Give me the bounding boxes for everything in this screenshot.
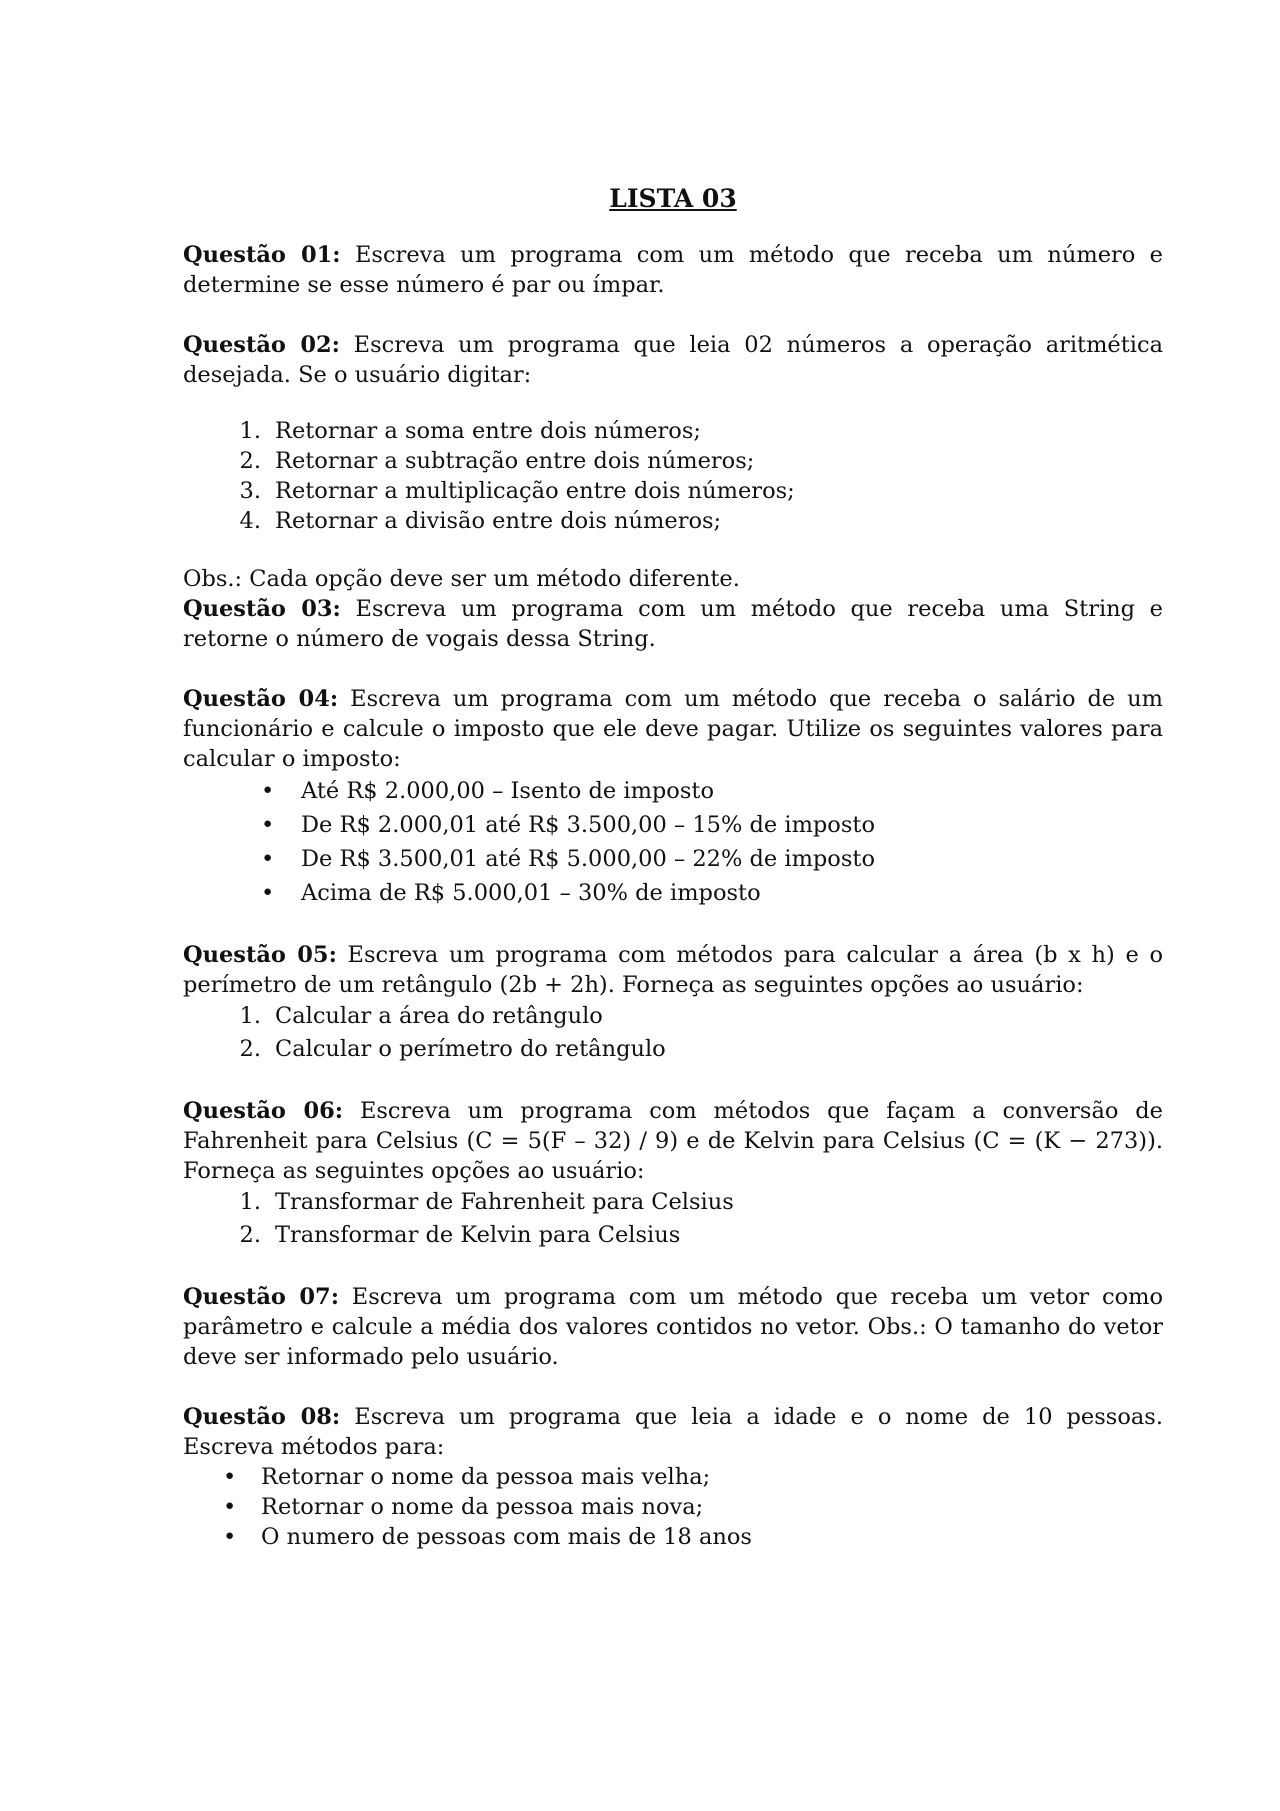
question-label: Questão 07:	[183, 1284, 340, 1310]
list-item: 2. Retornar a subtração entre dois números;	[239, 448, 755, 474]
question-05	[183, 940, 1163, 1066]
question-text: Escreva um programa com um método que receba o salário de um funcionário e calcule o imposto que ele deve pagar. Utilize os seguintes valores para calcular o imposto:	[183, 686, 1164, 772]
question-04	[183, 684, 1163, 910]
list-item: 3. Retornar a multiplicação entre dois números;	[239, 478, 795, 504]
question-06	[183, 1096, 1163, 1252]
document-page	[183, 180, 1163, 1582]
list-item: 1. Calcular a área do retângulo	[239, 1003, 603, 1029]
list-item: • O numero de pessoas com mais de 18 anos	[223, 1524, 752, 1550]
question-text: Escreva um programa que leia a idade e o nome de 10 pessoas. Escreva métodos para:	[183, 1404, 1163, 1460]
question-08	[183, 1402, 1163, 1552]
list-item: 4. Retornar a divisão entre dois números;	[239, 508, 722, 534]
numbered-list	[223, 1186, 1163, 1252]
question-02	[183, 330, 1163, 594]
question-text: Escreva um programa com um método que receba uma String e retorne o número de vogais dessa String.	[183, 596, 1163, 652]
numbered-list	[223, 1000, 1163, 1066]
page-title: LISTA 03	[609, 184, 737, 213]
question-label: Questão 05:	[183, 942, 337, 968]
question-text: Escreva um programa com um método que receba um vetor como parâmetro e calcule a média dos valores contidos no vetor. Obs.: O tamanho do vetor deve ser informado pelo usuário.	[183, 1284, 1163, 1370]
bullet-list	[223, 1462, 1163, 1552]
list-item: • Até R$ 2.000,00 – Isento de imposto	[261, 778, 714, 804]
question-text: Escreva um programa com um método que receba um número e determine se esse número é par ou ímpar.	[183, 242, 1164, 298]
numbered-list	[223, 416, 1163, 536]
question-label: Questão 06:	[183, 1098, 344, 1124]
question-label: Questão 08:	[183, 1404, 341, 1430]
list-item: • Retornar o nome da pessoa mais nova;	[223, 1494, 704, 1520]
list-item: 1. Retornar a soma entre dois números;	[239, 418, 701, 444]
question-label: Questão 03:	[183, 596, 341, 622]
question-label: Questão 04:	[183, 686, 339, 712]
question-01	[183, 240, 1163, 300]
question-text: Escreva um programa com métodos que façam a conversão de Fahrenheit para Celsius (C = 5(F – 32) / 9) e de Kelvin para Celsius (C = (K − 273)). Forneça as seguintes opções ao usuário:	[183, 1098, 1163, 1184]
question-text: Escreva um programa que leia 02 números a operação aritmética desejada. Se o usuário digitar:	[183, 332, 1164, 388]
bullet-list	[261, 774, 1163, 910]
list-item: 2. Transformar de Kelvin para Celsius	[239, 1222, 681, 1248]
observation-note: Obs.: Cada opção deve ser um método diferente.	[183, 566, 740, 592]
question-07	[183, 1282, 1163, 1372]
question-label: Questão 02:	[183, 332, 340, 358]
list-item: 2. Calcular o perímetro do retângulo	[239, 1036, 666, 1062]
list-item: • Retornar o nome da pessoa mais velha;	[223, 1464, 711, 1490]
question-03	[183, 594, 1163, 654]
question-label: Questão 01:	[183, 242, 341, 268]
list-item: • Acima de R$ 5.000,01 – 30% de imposto	[261, 880, 761, 906]
list-item: 1. Transformar de Fahrenheit para Celsius	[239, 1189, 734, 1215]
question-text: Escreva um programa com métodos para calcular a área (b x h) e o perímetro de um retângulo (2b + 2h). Forneça as seguintes opções ao usuário:	[183, 942, 1163, 998]
list-item: • De R$ 3.500,01 até R$ 5.000,00 – 22% de imposto	[261, 846, 875, 872]
list-item: • De R$ 2.000,01 até R$ 3.500,00 – 15% de imposto	[261, 812, 875, 838]
